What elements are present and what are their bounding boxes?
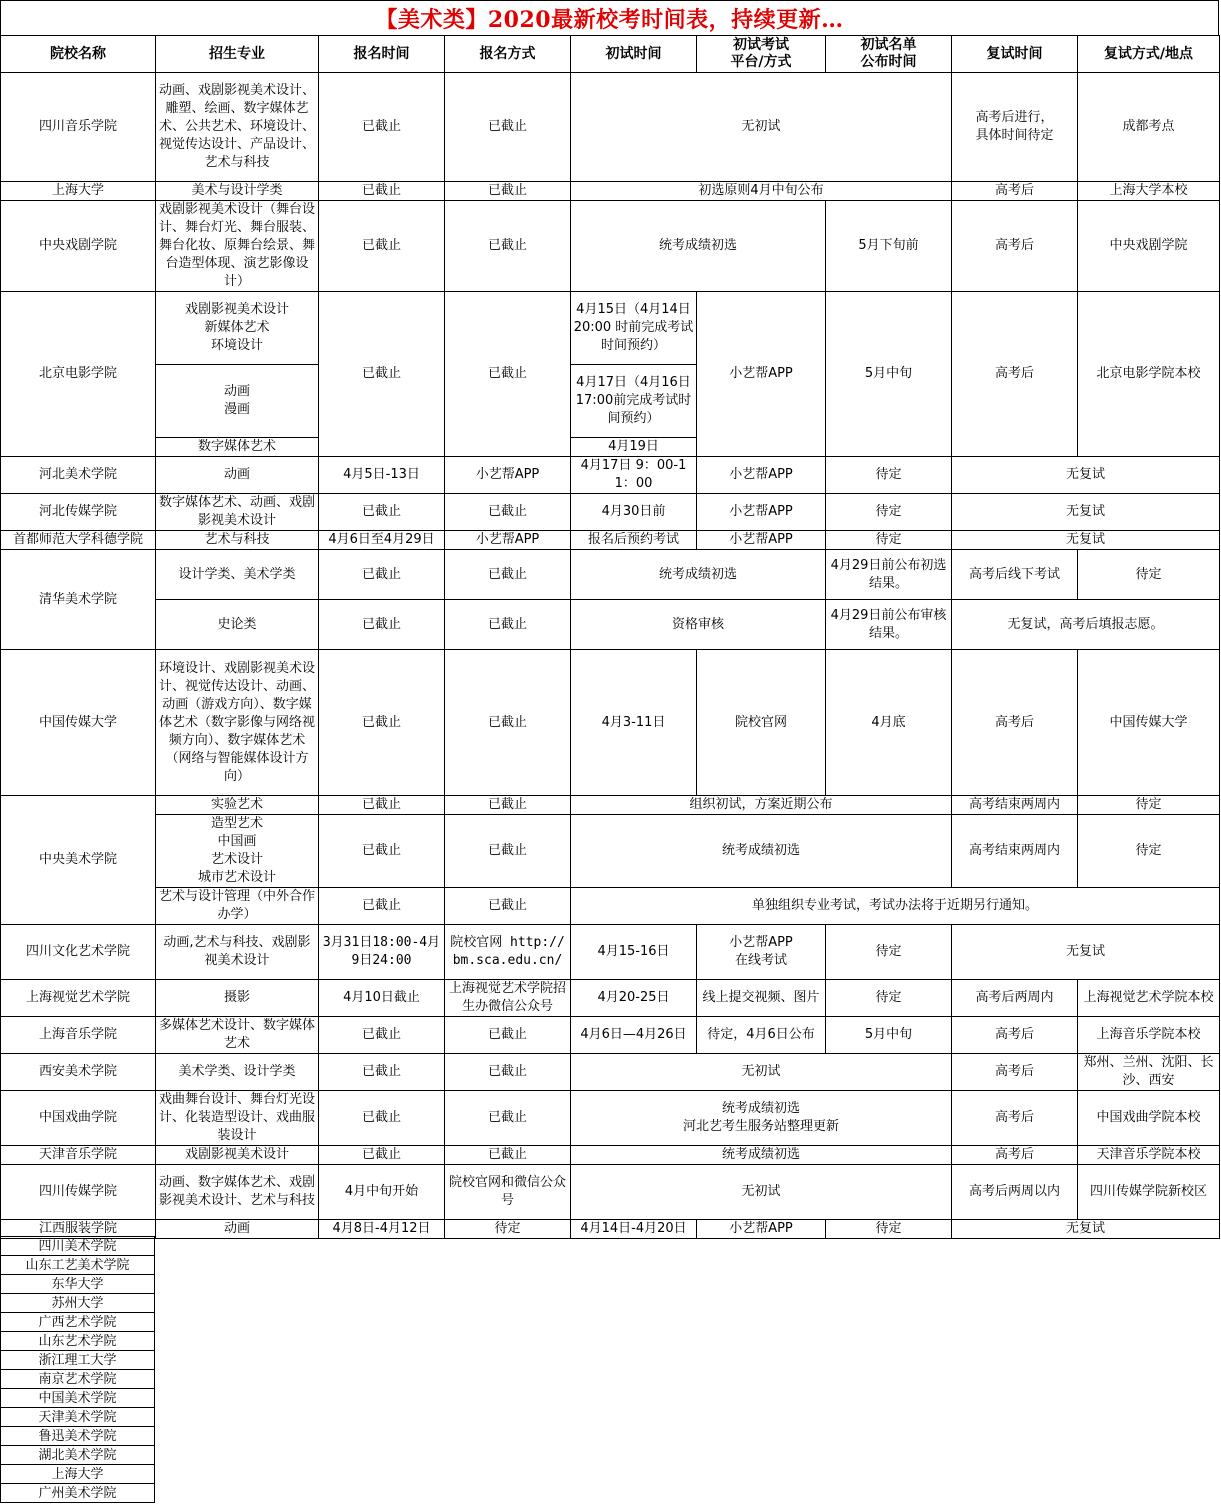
cell-reg-time: 4月10日截止	[319, 980, 445, 1017]
cell-first-list: 4月底	[826, 650, 952, 796]
cell-first-list: 5月下旬前	[826, 201, 952, 292]
cell-first-exam: 统考成绩初选	[571, 201, 826, 292]
table-row	[1, 73, 1220, 182]
pending-school: 浙江理工大学	[1, 1351, 155, 1370]
cell-reg-time: 4月中旬开始	[319, 1165, 445, 1220]
cell-reg-time: 4月8日-4月12日	[319, 1220, 445, 1239]
list-item	[1, 1465, 155, 1484]
cell-school: 上海音乐学院	[1, 1017, 156, 1054]
table-row	[1, 796, 1220, 815]
cell-second-time: 高考后	[952, 182, 1078, 201]
cell-second-time: 高考后两周内	[952, 980, 1078, 1017]
header-major: 招生专业	[156, 36, 319, 73]
cell-second-method: 待定	[1078, 815, 1220, 888]
cell-first-exam: 单独组织专业考试，考试办法将于近期另行通知。	[571, 888, 1220, 925]
cell-reg-time: 已截止	[319, 796, 445, 815]
cell-first-platform: 待定，4月6日公布	[697, 1017, 826, 1054]
cell-major: 美术与设计学类	[156, 182, 319, 201]
pending-school: 广州美术学院	[1, 1484, 155, 1503]
cell-reg-time: 3月31日18:00-4月9日24:00	[319, 925, 445, 980]
cell-first-platform: 院校官网	[697, 650, 826, 796]
cell-first-list: 5月中旬	[826, 292, 952, 457]
list-item	[1, 1484, 155, 1503]
table-row	[1, 1146, 1220, 1165]
cell-first-exam: 无初试	[571, 73, 952, 182]
cell-major: 设计学类、美术学类	[156, 550, 319, 600]
cell-reg-method: 已截止	[445, 1091, 571, 1146]
schedule-table	[0, 35, 1220, 1239]
cell-first-platform: 小艺帮APP 在线考试	[697, 925, 826, 980]
cell-first-time: 4月20-25日	[571, 980, 697, 1017]
cell-first-exam: 统考成绩初选 河北艺考生服务站整理更新	[571, 1091, 952, 1146]
cell-major: 动画,艺术与科技、戏剧影视美术设计	[156, 925, 319, 980]
cell-first-exam: 资格审核	[571, 600, 826, 650]
cell-second-time: 高考后	[952, 201, 1078, 292]
cell-reg-method: 已截止	[445, 292, 571, 457]
cell-first-time: 4月19日	[571, 438, 697, 457]
cell-reg-time: 已截止	[319, 292, 445, 457]
cell-first-list: 待定	[826, 531, 952, 550]
cell-second-time: 高考后	[952, 292, 1078, 457]
list-item	[1, 1256, 155, 1275]
pending-school: 山东工艺美术学院	[1, 1256, 155, 1275]
cell-major: 史论类	[156, 600, 319, 650]
cell-first-list: 待定	[826, 925, 952, 980]
list-item	[1, 1389, 155, 1408]
cell-major: 动画 漫画	[156, 365, 319, 438]
cell-second-time: 高考后	[952, 1091, 1078, 1146]
cell-second-method: 中国传媒大学	[1078, 650, 1220, 796]
cell-major: 戏曲舞台设计、舞台灯光设计、化装造型设计、戏曲服装设计	[156, 1091, 319, 1146]
cell-second-method: 天津音乐学院本校	[1078, 1146, 1220, 1165]
cell-second-time: 高考结束两周内	[952, 796, 1078, 815]
cell-reg-time: 已截止	[319, 1017, 445, 1054]
list-item	[1, 1332, 155, 1351]
cell-major: 多媒体艺术设计、数字媒体艺术	[156, 1017, 319, 1054]
header-first-time: 初试时间	[571, 36, 697, 73]
cell-reg-method: 院校官网 http://bm.sca.edu.cn/	[445, 925, 571, 980]
cell-first-time: 4月15-16日	[571, 925, 697, 980]
cell-major: 环境设计、戏剧影视美术设计、视觉传达设计、动画、动画（游戏方向）、数字媒体艺术（数字影像与网络视频方向）、数字媒体艺术（网络与智能媒体设计方向）	[156, 650, 319, 796]
pending-school: 鲁迅美术学院	[1, 1427, 155, 1446]
cell-reg-time: 已截止	[319, 1091, 445, 1146]
header-second-time: 复试时间	[952, 36, 1078, 73]
header-school: 院校名称	[1, 36, 156, 73]
list-item	[1, 1351, 155, 1370]
sheet-title: 【美术类】2020最新校考时间表，持续更新…	[0, 0, 1219, 36]
cell-first-exam: 统考成绩初选	[571, 550, 826, 600]
cell-second-method: 上海音乐学院本校	[1078, 1017, 1220, 1054]
cell-first-exam: 无初试	[571, 1165, 952, 1220]
cell-school: 中国传媒大学	[1, 650, 156, 796]
cell-second-method: 待定	[1078, 796, 1220, 815]
cell-major: 动画	[156, 457, 319, 494]
cell-reg-time: 已截止	[319, 1146, 445, 1165]
cell-school: 中国戏曲学院	[1, 1091, 156, 1146]
table-row	[1, 457, 1220, 494]
cell-school: 江西服装学院	[1, 1220, 156, 1239]
pending-school: 东华大学	[1, 1275, 155, 1294]
cell-school: 天津音乐学院	[1, 1146, 156, 1165]
cell-reg-method: 小艺帮APP	[445, 531, 571, 550]
cell-first-exam: 统考成绩初选	[571, 815, 952, 888]
cell-reg-time: 已截止	[319, 888, 445, 925]
cell-first-platform: 线上提交视频、图片	[697, 980, 826, 1017]
table-row	[1, 650, 1220, 796]
cell-reg-method: 已截止	[445, 600, 571, 650]
cell-reg-method: 院校官网和微信公众号	[445, 1165, 571, 1220]
list-item	[1, 1237, 155, 1256]
pending-school: 苏州大学	[1, 1294, 155, 1313]
cell-school: 北京电影学院	[1, 292, 156, 457]
cell-first-list: 待定	[826, 494, 952, 531]
cell-first-platform: 小艺帮APP	[697, 494, 826, 531]
cell-second-method: 中央戏剧学院	[1078, 201, 1220, 292]
table-row	[1, 600, 1220, 650]
cell-reg-time: 已截止	[319, 600, 445, 650]
cell-second-method: 郑州、兰州、沈阳、长沙、西安	[1078, 1054, 1220, 1091]
cell-reg-method: 上海视觉艺术学院招生办微信公众号	[445, 980, 571, 1017]
list-item	[1, 1294, 155, 1313]
cell-second-time: 高考后进行， 具体时间待定	[952, 73, 1078, 182]
cell-school: 上海视觉艺术学院	[1, 980, 156, 1017]
header-row	[1, 36, 1220, 73]
cell-first-time: 4月15日（4月14日20:00 时前完成考试时间预约）	[571, 292, 697, 365]
cell-school: 中央美术学院	[1, 796, 156, 925]
cell-reg-method: 已截止	[445, 815, 571, 888]
table-row	[1, 201, 1220, 292]
cell-major: 艺术与科技	[156, 531, 319, 550]
list-item	[1, 1275, 155, 1294]
cell-second-exam: 无复试	[952, 925, 1220, 980]
table-row	[1, 494, 1220, 531]
cell-reg-time: 已截止	[319, 494, 445, 531]
cell-second-time: 高考后	[952, 650, 1078, 796]
cell-reg-method: 已截止	[445, 1054, 571, 1091]
pending-school: 南京艺术学院	[1, 1370, 155, 1389]
cell-first-time: 报名后预约考试	[571, 531, 697, 550]
cell-first-list: 5月中旬	[826, 1017, 952, 1054]
cell-school: 四川文化艺术学院	[1, 925, 156, 980]
cell-second-time: 高考后	[952, 1017, 1078, 1054]
cell-school: 四川传媒学院	[1, 1165, 156, 1220]
list-item	[1, 1446, 155, 1465]
table-row	[1, 1091, 1220, 1146]
cell-reg-method: 已截止	[445, 73, 571, 182]
list-item	[1, 1427, 155, 1446]
list-item	[1, 1370, 155, 1389]
cell-reg-method: 已截止	[445, 650, 571, 796]
cell-first-time: 4月17日（4月16日17:00前完成考试时间预约）	[571, 365, 697, 438]
cell-reg-time: 已截止	[319, 73, 445, 182]
cell-first-time: 4月17日 9：00-11：00	[571, 457, 697, 494]
cell-first-exam: 统考成绩初选	[571, 1146, 952, 1165]
pending-schools-list	[0, 1236, 155, 1503]
cell-first-list: 4月29日前公布初选结果。	[826, 550, 952, 600]
cell-first-list: 待定	[826, 1220, 952, 1239]
header-first-platform: 初试考试 平台/方式	[697, 36, 826, 73]
cell-reg-time: 已截止	[319, 182, 445, 201]
cell-second-exam: 无复试，高考后填报志愿。	[952, 600, 1220, 650]
cell-reg-time: 已截止	[319, 650, 445, 796]
cell-major: 戏剧影视美术设计（舞台设计、舞台灯光、舞台服装、舞台化妆、原舞台绘景、舞台造型体现、演艺影像设计）	[156, 201, 319, 292]
pending-school: 天津美术学院	[1, 1408, 155, 1427]
cell-school: 河北美术学院	[1, 457, 156, 494]
cell-reg-method: 小艺帮APP	[445, 457, 571, 494]
cell-reg-time: 已截止	[319, 550, 445, 600]
cell-second-method: 四川传媒学院新校区	[1078, 1165, 1220, 1220]
table-row	[1, 1017, 1220, 1054]
cell-major: 数字媒体艺术	[156, 438, 319, 457]
cell-second-exam: 无复试	[952, 494, 1220, 531]
cell-school: 四川音乐学院	[1, 73, 156, 182]
cell-major: 造型艺术 中国画 艺术设计 城市艺术设计	[156, 815, 319, 888]
cell-reg-method: 已截止	[445, 1017, 571, 1054]
pending-school: 上海大学	[1, 1465, 155, 1484]
cell-first-time: 4月3-11日	[571, 650, 697, 796]
table-row	[1, 550, 1220, 600]
cell-school: 河北传媒学院	[1, 494, 156, 531]
cell-second-exam: 无复试	[952, 457, 1220, 494]
cell-first-list: 待定	[826, 980, 952, 1017]
pending-school: 湖北美术学院	[1, 1446, 155, 1465]
cell-major: 美术学类、设计学类	[156, 1054, 319, 1091]
cell-major: 动画、戏剧影视美术设计、雕塑、绘画、数字媒体艺术、公共艺术、环境设计、视觉传达设计、产品设计、艺术与科技	[156, 73, 319, 182]
cell-school: 西安美术学院	[1, 1054, 156, 1091]
cell-major: 动画、数字媒体艺术、戏剧影视美术设计、艺术与科技	[156, 1165, 319, 1220]
cell-major: 动画	[156, 1220, 319, 1239]
table-row	[1, 1220, 1220, 1239]
table-row	[1, 1054, 1220, 1091]
cell-reg-method: 已截止	[445, 182, 571, 201]
header-reg-method: 报名方式	[445, 36, 571, 73]
cell-reg-time: 4月6日至4月29日	[319, 531, 445, 550]
cell-second-time: 高考后两周以内	[952, 1165, 1078, 1220]
cell-reg-method: 已截止	[445, 201, 571, 292]
pending-school: 中国美术学院	[1, 1389, 155, 1408]
cell-first-platform: 小艺帮APP	[697, 1220, 826, 1239]
cell-reg-method: 已截止	[445, 550, 571, 600]
cell-second-time: 高考后线下考试	[952, 550, 1078, 600]
cell-second-time: 高考后	[952, 1146, 1078, 1165]
cell-school: 上海大学	[1, 182, 156, 201]
cell-reg-time: 4月5日-13日	[319, 457, 445, 494]
table-row	[1, 815, 1220, 888]
cell-second-method: 中国戏曲学院本校	[1078, 1091, 1220, 1146]
cell-major: 戏剧影视美术设计 新媒体艺术 环境设计	[156, 292, 319, 365]
table-row	[1, 292, 1220, 365]
cell-second-method: 待定	[1078, 550, 1220, 600]
table-row	[1, 182, 1220, 201]
pending-school: 广西艺术学院	[1, 1313, 155, 1332]
cell-school: 中央戏剧学院	[1, 201, 156, 292]
cell-reg-method: 已截止	[445, 796, 571, 815]
header-reg-time: 报名时间	[319, 36, 445, 73]
cell-major: 实验艺术	[156, 796, 319, 815]
cell-first-time: 4月6日—4月26日	[571, 1017, 697, 1054]
cell-school: 清华美术学院	[1, 550, 156, 650]
header-second-method: 复试方式/地点	[1078, 36, 1220, 73]
cell-first-list: 待定	[826, 457, 952, 494]
cell-second-method: 北京电影学院本校	[1078, 292, 1220, 457]
cell-reg-method: 已截止	[445, 888, 571, 925]
cell-reg-time: 已截止	[319, 201, 445, 292]
cell-first-time: 4月14日-4月20日	[571, 1220, 697, 1239]
cell-reg-time: 已截止	[319, 1054, 445, 1091]
cell-second-method: 上海大学本校	[1078, 182, 1220, 201]
cell-reg-method: 已截止	[445, 1146, 571, 1165]
cell-reg-method: 待定	[445, 1220, 571, 1239]
cell-reg-time: 已截止	[319, 815, 445, 888]
cell-first-exam: 组织初试，方案近期公布	[571, 796, 952, 815]
cell-first-platform: 小艺帮APP	[697, 457, 826, 494]
list-item	[1, 1408, 155, 1427]
cell-first-exam: 初选原则4月中旬公布	[571, 182, 952, 201]
list-item	[1, 1313, 155, 1332]
pending-school: 四川美术学院	[1, 1237, 155, 1256]
cell-second-time: 高考结束两周内	[952, 815, 1078, 888]
table-row	[1, 925, 1220, 980]
cell-second-exam: 无复试	[952, 531, 1220, 550]
cell-first-platform: 小艺帮APP	[697, 292, 826, 457]
cell-major: 数字媒体艺术、动画、戏剧影视美术设计	[156, 494, 319, 531]
table-row	[1, 531, 1220, 550]
cell-school: 首都师范大学科德学院	[1, 531, 156, 550]
cell-second-method: 上海视觉艺术学院本校	[1078, 980, 1220, 1017]
cell-major: 摄影	[156, 980, 319, 1017]
cell-major: 艺术与设计管理（中外合作办学）	[156, 888, 319, 925]
table-row	[1, 980, 1220, 1017]
cell-reg-method: 已截止	[445, 494, 571, 531]
cell-first-time: 4月30日前	[571, 494, 697, 531]
cell-second-method: 成都考点	[1078, 73, 1220, 182]
cell-first-exam: 无初试	[571, 1054, 952, 1091]
cell-second-exam: 无复试	[952, 1220, 1220, 1239]
header-first-list: 初试名单 公布时间	[826, 36, 952, 73]
table-row	[1, 888, 1220, 925]
pending-school: 山东艺术学院	[1, 1332, 155, 1351]
cell-first-platform: 小艺帮APP	[697, 531, 826, 550]
cell-first-list: 4月29日前公布审核结果。	[826, 600, 952, 650]
cell-second-time: 高考后	[952, 1054, 1078, 1091]
cell-major: 戏剧影视美术设计	[156, 1146, 319, 1165]
table-row	[1, 1165, 1220, 1220]
